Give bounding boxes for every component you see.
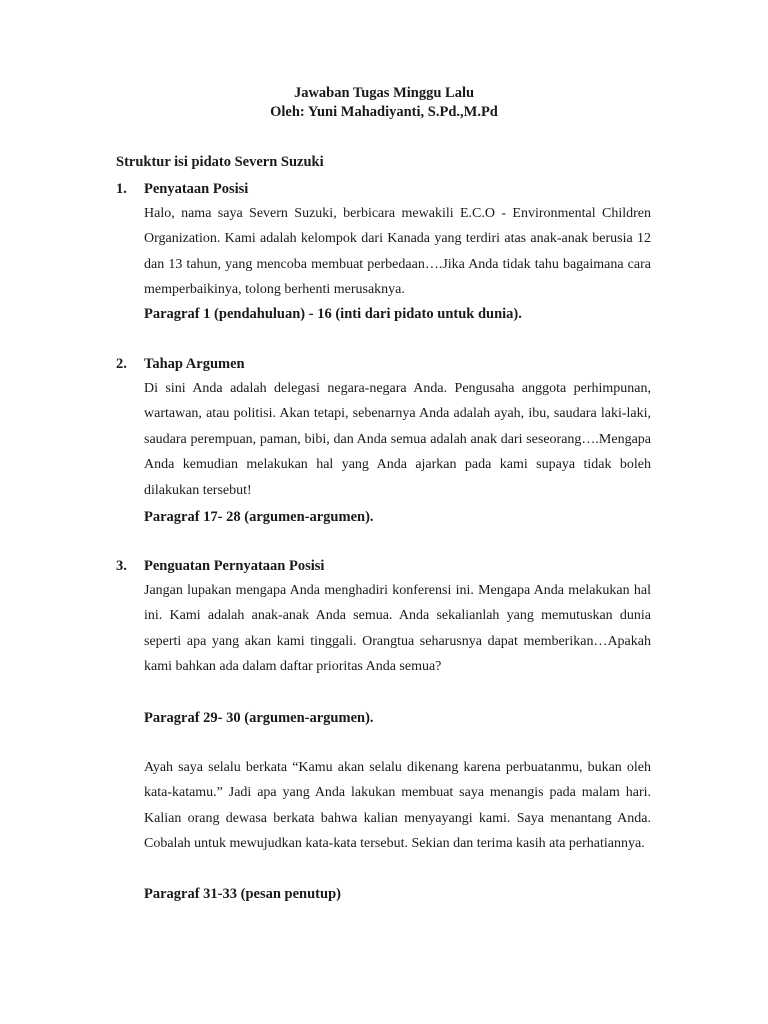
list-item-number: 1.: [116, 181, 127, 197]
list-item-2-body: Di sini Anda adalah delegasi negara-negara Anda. Pengusaha anggota perhimpunan, wartawan, atau politisi. Akan tetapi, sebenarnya Anda adalah ayah, ibu, saudara laki-laki, saudara perempuan, paman, bibi, dan Anda semua adalah anak dari seseorang….Mengapa Anda kemudian melakukan hal yang Anda ajarkan pada kami supaya tidak boleh dilakukan tersebut!: [144, 381, 651, 498]
list-item-1-heading: [116, 180, 651, 199]
list-item-1-body: Halo, nama saya Severn Suzuki, berbicara mewakili E.C.O - Environmental Children Organization. Kami adalah kelompok dari Kanada yang terdiri atas anak-anak berusia 12 dan 13 tahun, yang mencoba membuat perbedaan….Jika Anda tidak tahu bagaimana cara memperbaikinya, tolong berhenti merusaknya.: [144, 206, 651, 298]
list-item-title: Penguatan Pernyataan Posisi: [144, 558, 325, 574]
document-title: Jawaban Tugas Minggu Lalu: [293, 85, 475, 101]
document-header: [0, 84, 768, 122]
list-item-title: Tahap Argumen: [144, 356, 245, 372]
list-item-number: 2.: [116, 356, 127, 372]
list-item-3-body: Jangan lupakan mengapa Anda menghadiri konferensi ini. Mengapa Anda melakukan hal ini. Kami adalah anak-anak Anda semua. Anda sekalianlah yang memutuskan dunia seperti apa yang akan kami tinggali. Orangtua seharusnya dapat memberikan…Apakah kami bahkan ada dalam daftar prioritas Anda semua?: [144, 583, 651, 675]
list-item-2-heading: [116, 355, 651, 374]
section-title: Struktur isi pidato Severn Suzuki: [116, 154, 324, 170]
list-item-2-paragraph-ref: Paragraf 17- 28 (argumen-argumen).: [144, 509, 374, 525]
list-item-number: 3.: [116, 558, 127, 574]
document-author: Oleh: Yuni Mahadiyanti, S.Pd.,M.Pd: [270, 104, 498, 120]
list-item-3-paragraph-ref: Paragraf 29- 30 (argumen-argumen).: [144, 710, 374, 726]
list-item-title: Penyataan Posisi: [144, 181, 249, 197]
list-item-1-paragraph-ref: Paragraf 1 (pendahuluan) - 16 (inti dari pidato untuk dunia).: [144, 306, 522, 322]
closing-body: Ayah saya selalu berkata “Kamu akan selalu dikenang karena perbuatanmu, bukan oleh kata-katamu.” Jadi apa yang Anda lakukan membuat saya menangis pada malam hari. Kalian orang dewasa berkata bahwa kalian menyayangi kami. Saya menantang Anda. Cobalah untuk mewujudkan kata-kata tersebut. Sekian dan terima kasih ata perhatiannya.: [144, 760, 651, 852]
closing-paragraph-ref: Paragraf 31-33 (pesan penutup): [144, 886, 341, 902]
list-item-3-heading: [116, 557, 651, 576]
